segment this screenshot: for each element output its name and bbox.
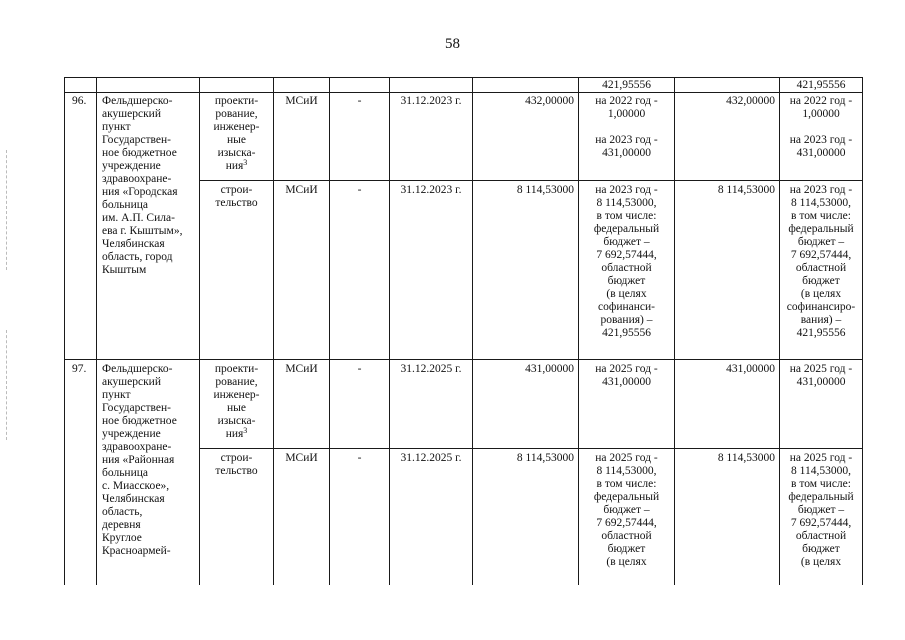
table-rule (96, 77, 97, 585)
work-type: строи- тельство (215, 184, 258, 209)
agency-cell: МСиИ (285, 452, 318, 464)
table-rule (64, 359, 862, 360)
dash-cell: - (357, 363, 362, 375)
financing-cell: на 2025 год - 8 114,53000, в том числе: федеральный бюджет – 7 692,57444, областной бюджет (в целях (788, 452, 854, 568)
table-rule (199, 180, 862, 181)
cost-cell: 8 114,53000 (717, 452, 775, 464)
cost-cell: 432,00000 (726, 95, 775, 107)
table-rule (64, 92, 862, 93)
financing-cell: на 2022 год - 1,00000 на 2023 год - 431,00000 (789, 95, 853, 159)
work-type: проекти- рование, инженер- ные изыска- ния$^3$ (213, 363, 260, 440)
table-rule (64, 77, 65, 585)
margin-mark (6, 150, 7, 270)
agency-cell: МСиИ (285, 184, 318, 196)
table-rule (199, 448, 862, 449)
financing-cell: на 2025 год - 431,00000 (789, 363, 853, 388)
date-cell: 31.12.2023 г. (400, 95, 462, 107)
financing-cell: 421,95556 (602, 79, 651, 91)
facility-name: Фельдшерско- акушерский пункт Государствен- ное бюджетное учреждение здравоохране- ния «Городская больница им. А.П. Сила- ева г. Кыштым», Челябинская область, город Кыштым (102, 95, 183, 276)
work-type: строи- тельство (215, 452, 258, 477)
footnote-marker: 3 (243, 426, 248, 435)
financing-cell: на 2025 год - 8 114,53000, в том числе: федеральный бюджет – 7 692,57444, областной бюджет (в целях (593, 452, 660, 568)
cost-cell: 431,00000 (525, 363, 574, 375)
page-number: 58 (445, 36, 460, 52)
table-rule (273, 77, 274, 585)
cost-cell: 8 114,53000 (717, 184, 775, 196)
date-cell: 31.12.2025 г. (400, 363, 462, 375)
footnote-marker: 3 (243, 158, 248, 167)
agency-cell: МСиИ (285, 363, 318, 375)
date-cell: 31.12.2025 г. (400, 452, 462, 464)
work-type: проекти- рование, инженер- ные изыска- ния$^3$ (213, 95, 260, 172)
cost-cell: 8 114,53000 (516, 452, 574, 464)
agency-cell: МСиИ (285, 95, 318, 107)
table-rule (64, 77, 862, 78)
financing-cell: на 2023 год - 8 114,53000, в том числе: федеральный бюджет – 7 692,57444, областной бюджет (в целях софинансиро- вания) – 421,95556 (786, 184, 856, 339)
cost-cell: 432,00000 (525, 95, 574, 107)
dash-cell: - (357, 184, 362, 196)
row-number: 97. (72, 363, 87, 375)
margin-mark (6, 330, 7, 440)
financing-cell: на 2025 год - 431,00000 (595, 363, 658, 388)
cost-cell: 8 114,53000 (516, 184, 574, 196)
dash-cell: - (357, 95, 362, 107)
table-rule (674, 77, 675, 585)
financing-cell: на 2023 год - 8 114,53000, в том числе: федеральный бюджет – 7 692,57444, областной бюджет (в целях софинанси- рования) – 421,95556 (593, 184, 660, 339)
table-rule (472, 77, 473, 585)
table-rule (329, 77, 330, 585)
financing-cell: на 2022 год - 1,00000 на 2023 год - 431,00000 (595, 95, 658, 159)
table-rule (862, 77, 863, 585)
facility-name: Фельдшерско- акушерский пункт Государствен- ное бюджетное учреждение здравоохране- ния «Районная больница с. Миасское», Челябинская область, деревня Круглое Красноармей- (102, 363, 177, 557)
date-cell: 31.12.2023 г. (400, 184, 462, 196)
cost-cell: 431,00000 (726, 363, 775, 375)
dash-cell: - (357, 452, 362, 464)
financing-cell: 421,95556 (796, 79, 846, 91)
row-number: 96. (72, 95, 87, 107)
table-rule (389, 77, 390, 585)
